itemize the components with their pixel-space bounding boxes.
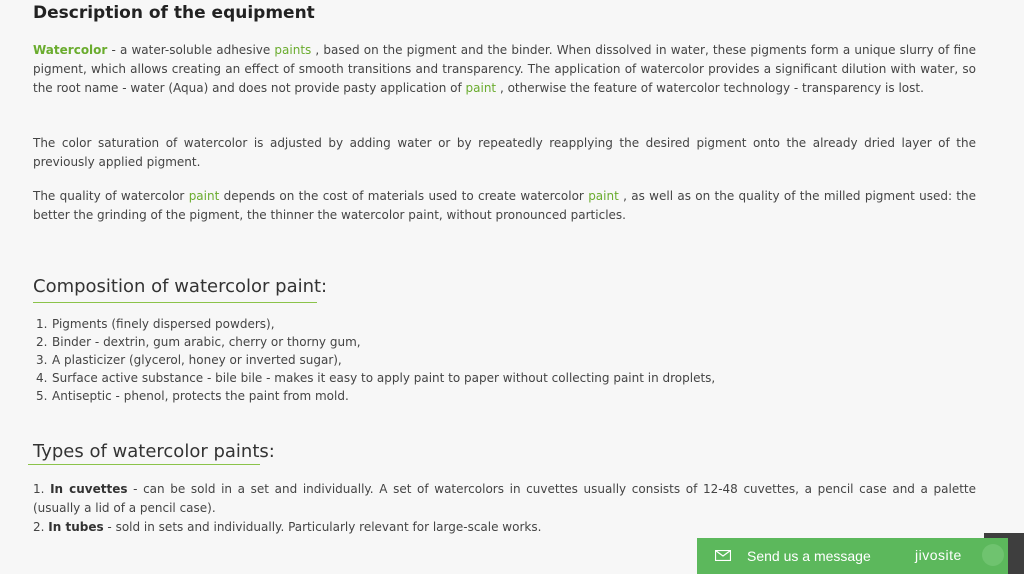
item-number: 5. [36,389,48,403]
types-item-tubes [33,518,976,537]
intro-text-1: - a water-soluble adhesive [107,43,275,57]
heading-underline [33,302,317,303]
item-term: In tubes [48,520,104,534]
term-watercolor: Watercolor [33,43,108,57]
item-number: 2. [33,520,49,534]
saturation-paragraph: The color saturation of watercolor is adjusted by adding water or by repeatedly reapplying the desired pigment onto the already dried layer of the previously applied pigment. [33,136,976,169]
item-number: 3. [36,353,48,367]
heading-underline [28,464,260,465]
item-text: - can be sold in a set and individually. A set of watercolors in cuvettes usually consists of 12-48 cuvettes, a pencil case and a palette (usually a lid of a pencil case). [33,482,977,515]
list-item [0,333,715,351]
paint-link[interactable]: paint [588,189,619,203]
quality-text-2: depends on the cost of materials used to create watercolor [219,189,589,203]
quality-text-3: , as well as on the quality of the milled pigment used: the better the grinding of the pigment, the thinner the watercolor paint, without pronounced particles. [33,189,977,222]
item-number: 1. [33,482,51,496]
chat-status-icon [982,544,1004,566]
composition-list [0,315,715,405]
item-text: Antiseptic - phenol, protects the paint from mold. [52,389,349,403]
chat-brand: jivosite [915,547,962,563]
types-heading: Types of watercolor paints: [33,441,275,462]
item-term: In cuvettes [50,482,128,496]
item-text: Binder - dextrin, gum arabic, cherry or thorny gum, [52,335,361,349]
paint-link[interactable]: paint [188,189,220,203]
types-item-cuvettes [33,480,976,518]
intro-text-2: , based on the pigment and the binder. When dissolved in water, these pigments form a unique slurry of fine pigment, which allows creating an effect of smooth transitions and transparency. The application of watercolor provides a significant dilution with water, so the root name - water (Aqua) and does not provide pasty application of [33,43,976,95]
paint-link[interactable]: paint [465,81,497,95]
item-number: 2. [36,335,48,349]
list-item [0,351,715,369]
quality-paragraph [33,187,976,225]
item-text: A plasticizer (glycerol, honey or inverted sugar), [52,353,342,367]
intro-text-3: , otherwise the feature of watercolor technology - transparency is lost. [496,81,924,95]
quality-text-1: The quality of watercolor [33,189,189,203]
list-item [0,315,715,333]
item-text: - sold in sets and individually. Particularly relevant for large-scale works. [103,520,542,534]
list-item [0,387,715,405]
page-title: Description of the equipment [33,3,315,23]
item-text: Pigments (finely dispersed powders), [52,317,275,331]
list-item [0,369,715,387]
item-number: 1. [36,317,48,331]
chat-label: Send us a message [747,548,871,564]
envelope-icon [715,550,731,561]
chat-widget-button[interactable] [697,538,1008,574]
item-text: Surface active substance - bile bile - makes it easy to apply paint to paper without collecting paint in droplets, [52,371,716,385]
intro-paragraph [33,41,976,98]
composition-heading: Composition of watercolor paint: [33,276,328,297]
paints-link[interactable]: paints [274,43,312,57]
item-number: 4. [36,371,48,385]
